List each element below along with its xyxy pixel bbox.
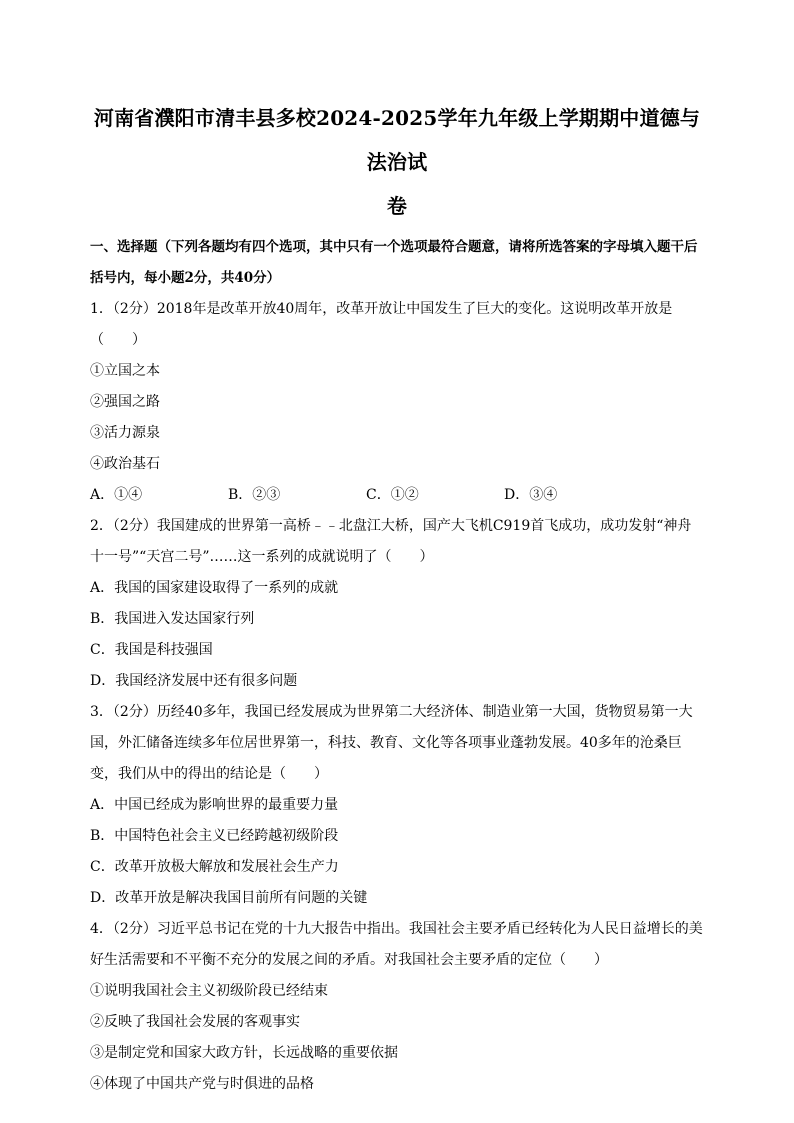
exam-title-line2: 卷: [386, 194, 408, 218]
statement-item: ③活力源泉: [90, 425, 160, 441]
question-stem: 2．（2分）我国建成的世界第一高桥﹣﹣北盘江大桥，国产大飞机C919首飞成功，成功发射“神舟十一号”“天宫二号”……这一系列的成就说明了（ ）: [90, 518, 692, 565]
statement-item: ④体现了中国共产党与时俱进的品格: [90, 1076, 314, 1092]
choice-d: D．改革开放是解决我国目前所有问题的关键: [90, 890, 368, 906]
choice-d: D．③④: [504, 487, 558, 503]
question-stem: 4．（2分）习近平总书记在党的十九大报告中指出。我国社会主要矛盾已经转化为人民日益增长的美好生活需要和不平衡不充分的发展之间的矛盾。对我国社会主要矛盾的定位（ ）: [90, 921, 703, 968]
question-4: [90, 914, 704, 1100]
choice-a: A．中国已经成为影响世界的最重要力量: [90, 797, 339, 813]
choice-b: B．我国进入发达国家行列: [90, 611, 255, 627]
choice-b: B．中国特色社会主义已经跨越初级阶段: [90, 828, 339, 844]
statement-item: ④政治基石: [90, 456, 160, 472]
statement-item: ①说明我国社会主义初级阶段已经结束: [90, 983, 328, 999]
question-stem: 3．（2分）历经40多年，我国已经发展成为世界第二大经济体、制造业第一大国，货物贸易第一大国，外汇储备连续多年位居世界第一，科技、教育、文化等各项事业蓬勃发展。40多年的沧桑巨变，我们从中的得出的结论是（ ）: [90, 704, 693, 782]
choice-row: [90, 480, 704, 511]
statement-item: ②强国之路: [90, 394, 160, 410]
section-heading: 一、选择题（下列各题均有四个选项，其中只有一个选项最符合题意，请将所选答案的字母填入题干后括号内，每小题2分，共40分）: [90, 239, 698, 286]
question-1: [90, 294, 704, 511]
question-stem: 1．（2分）2018年是改革开放40周年，改革开放让中国发生了巨大的变化。这说明改革开放是（ ）: [90, 301, 673, 348]
choice-c: C．我国是科技强国: [90, 642, 213, 658]
choice-c: C．改革开放极大解放和发展社会生产力: [90, 859, 339, 875]
exam-title-line1: 河南省濮阳市清丰县多校2024-2025学年九年级上学期期中道德与法治试: [93, 106, 701, 174]
statement-item: ②反映了我国社会发展的客观事实: [90, 1014, 300, 1030]
choice-a: A．①④: [90, 487, 143, 503]
statement-item: ③是制定党和国家大政方针，长远战略的重要依据: [90, 1045, 398, 1061]
exam-title: [90, 96, 704, 228]
choice-d: D．我国经济发展中还有很多问题: [90, 673, 298, 689]
question-3: [90, 697, 704, 914]
choice-b: B．②③: [228, 487, 281, 503]
statement-item: ①立国之本: [90, 363, 160, 379]
choice-c: C．①②: [366, 487, 419, 503]
question-2: [90, 511, 704, 697]
choice-a: A．我国的国家建设取得了一系列的成就: [90, 580, 339, 596]
